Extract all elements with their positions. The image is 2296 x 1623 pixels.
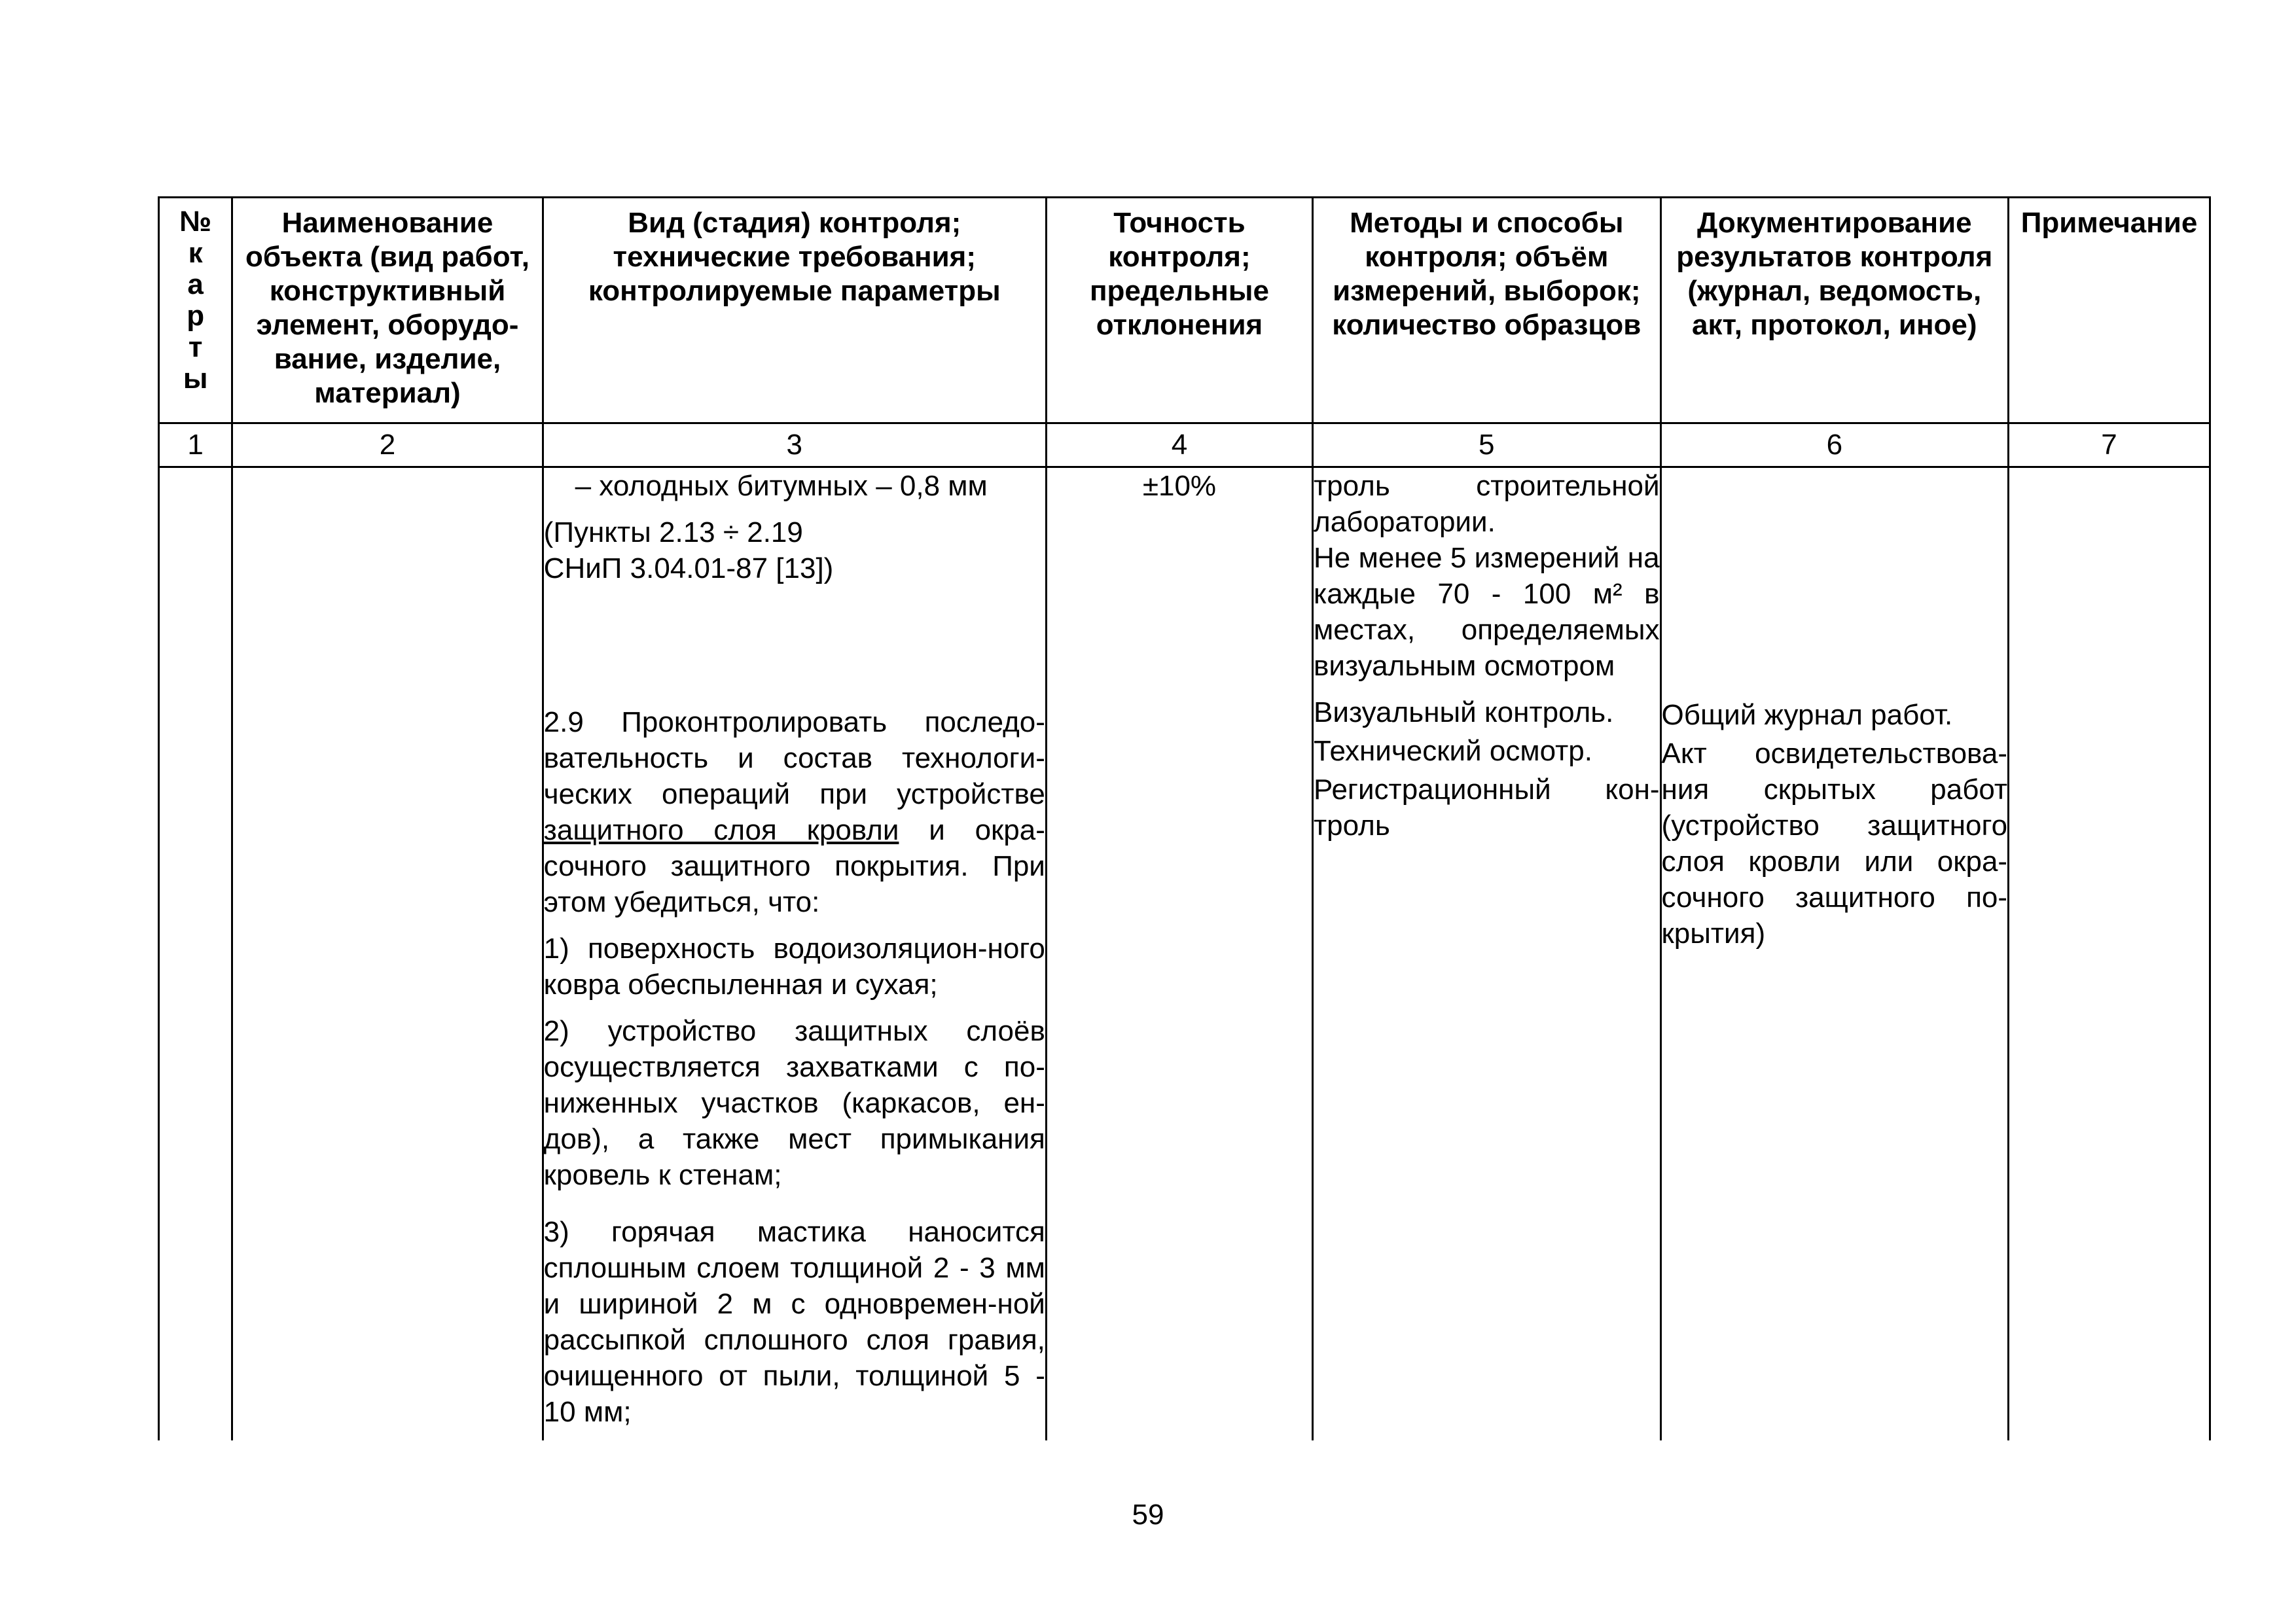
header-card-number: [159, 198, 232, 423]
cell-object-name: [232, 467, 543, 1441]
documentation-spacer: [1662, 468, 2008, 697]
column-number-row: [159, 423, 2210, 467]
requirement-item: 2) устройство защитных слоёв осуществляется захватками с по-ниженных участков (каркасов, ен-дов), а также мест примыкания кровель к стенам;: [543, 1015, 1045, 1191]
header-letter: ы: [183, 363, 208, 395]
column-number: 1: [159, 423, 232, 467]
method-item: Технический осмотр.: [1314, 735, 1592, 767]
cell-control-requirements: [543, 467, 1046, 1441]
reference-line: СНиП 3.04.01-87 [13]): [543, 552, 834, 584]
requirement-text: 2.9 Проконтролировать последо-вательность и состав технологи-ческих операций при устройстве: [543, 706, 1045, 810]
column-number: 4: [1046, 423, 1312, 467]
documentation-item: Акт освидетельствова-ния скрытых работ (устройство защитного слоя кровли или окра-сочного защитного по-крытия): [1661, 738, 2008, 950]
requirement-item: 1) поверхность водоизоляцион-ного ковра обеспыленная и сухая;: [543, 933, 1045, 1001]
header-documentation: Документирование результатов контроля (журнал, ведомость, акт, протокол, иное): [1660, 198, 2009, 423]
column-number: 3: [543, 423, 1046, 467]
requirement-underlined-text: защитного слоя кровли: [543, 814, 899, 846]
control-table: [158, 196, 2211, 1440]
page-number: 59: [1132, 1499, 1164, 1531]
measurement-volume: Не менее 5 измерений на каждые 70 - 100 м² в местах, определяемых визуальным осмотром: [1314, 542, 1660, 682]
requirement-2-9: [544, 704, 1045, 920]
header-letter: а: [187, 268, 204, 300]
reference-line: (Пункты 2.13 ÷ 2.19: [543, 516, 803, 548]
column-number: 7: [2009, 423, 2210, 467]
cell-note: [2009, 467, 2210, 1441]
cell-documentation: [1660, 467, 2009, 1441]
header-letter: №: [179, 205, 212, 238]
header-letter: т: [188, 331, 203, 363]
header-letter: р: [187, 300, 205, 332]
header-control-type: Вид (стадия) контроля; технические требования; контролируемые параметры: [543, 198, 1046, 423]
column-number: 2: [232, 423, 543, 467]
documentation-item: Общий журнал работ.: [1661, 699, 1953, 731]
header-letter: к: [188, 237, 203, 269]
header-row: [159, 198, 2210, 423]
header-methods: Методы и способы контроля; объём измерений, выборок; количество образцов: [1313, 198, 1661, 423]
bitumen-thickness-line: – холодных битумных – 0,8 мм: [575, 470, 988, 502]
cell-accuracy: [1046, 467, 1312, 1441]
header-note: Примечание: [2009, 198, 2210, 423]
column-number: 5: [1313, 423, 1661, 467]
requirement-item: 3) горячая мастика наносится сплошным слоем толщиной 2 - 3 мм и шириной 2 м с одновремен-ной рассыпкой сплошного слоя гравия, очищенного от пыли, толщиной 5 - 10 мм;: [543, 1216, 1045, 1428]
cell-card-number: [159, 467, 232, 1441]
header-object-name: Наименование объекта (вид работ, конструктивный элемент, оборудо-вание, изделие, материал): [232, 198, 543, 423]
method-continuation: троль строительной лаборатории.: [1314, 470, 1660, 538]
column-number: 6: [1660, 423, 2009, 467]
body-row: [159, 467, 2210, 1441]
header-accuracy: Точность контроля; предельные отклонения: [1046, 198, 1312, 423]
requirement-text: и окра-сочного защитного покрытия. При этом убедиться, что:: [543, 814, 1045, 918]
cell-methods: [1313, 467, 1661, 1441]
tolerance-value: ±10%: [1142, 470, 1217, 502]
method-item: Визуальный контроль.: [1314, 696, 1614, 728]
method-item: Регистрационный кон-троль: [1314, 774, 1660, 842]
